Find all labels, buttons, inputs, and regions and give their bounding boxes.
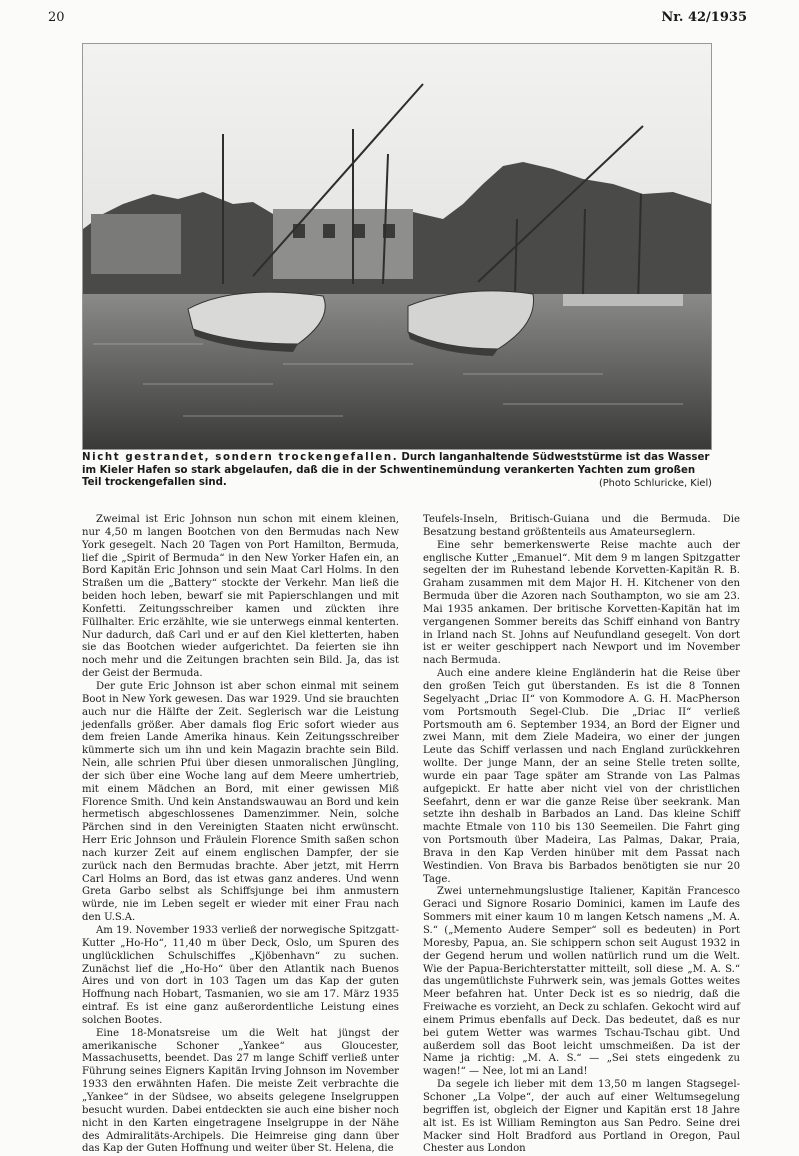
paragraph: Teufels-Inseln, Britisch-Guiana und die Bermuda. Die Besatzung bestand größtenteils aus Amateurseglern.	[423, 514, 740, 538]
paragraph: Am 19. November 1933 verließ der norwegische Spitzgatt-Kutter „Ho-Ho“, 11,40 m über Deck, Oslo, um Spuren des unglücklichen Schulschiffes „Kjöbenhavn“ zu suchen. Zunächst lief die „Ho-Ho“ über den Atlantik nach Buenos Aires und von dort in 103 Tagen um das Kap der guten Hoffnung nach Hobart, Tasmanien, wo sie am 17. März 1935 eintraf. Es ist eine ganz außerordentliche Leistung eines solchen Bootes.	[82, 925, 399, 1026]
paragraph: Der gute Eric Johnson ist aber schon einmal mit seinem Boot in New York gewesen. Das war 1929. Und sie brauchten auch nur die Hälfte der Zeit. Seglerisch war die Leistung jedenfalls größer. Aber damals flog Eric sofort wieder aus dem freien Lande Amerika hinaus. Kein Zeitungsschreiber kümmerte sich um ihn und kein Magazin brachte sein Bild. Nein, alle schrien Pfui über diesen unmoralischen Jüngling, der sich über eine Woche lang auf dem Meere umhertrieb, mit einem Mädchen an Bord, mit einer gewissen Miß Florence Smith. Und kein Anstandswauwau an Bord und kein hermetisch abgeschlossenes Damenzimmer. Nein, solche Pärchen sind in den Vereinigten Staaten nicht erwünscht. Herr Eric Johnson und Fräulein Florence Smith saßen schon nach kurzer Zeit auf einem englischen Dampfer, der sie zurück nach den Bermudas brachte. Aber jetzt, mit Herrn Carl Holms an Bord, das ist etwas ganz anderes. Und wenn Greta Garbo selbst als Schiffsjunge bei ihm anmustern würde, nie im Leben segelt er wieder mit einer Frau nach den U.S.A.	[82, 680, 399, 924]
paragraph: Eine sehr bemerkenswerte Reise machte auch der englische Kutter „Emanuel“. Mit dem 9 m langen Spitzgatter segelten der im Ruhestand lebende Korvetten-Kapitän R. B. Graham zusammen mit dem Major H. H. Kitchener von den Bermuda über die Azoren nach Southampton, wo sie am 23. Mai 1935 ankamen. Der britische Korvetten-Kapitän hat im vergangenen Sommer bereits das Schiff einhand von Bantry in Irland nach St. Johns auf Neufundland gesegelt. Von dort ist er weiter geschippert nach Newport und im November nach Bermuda.	[423, 539, 740, 667]
paragraph: Auch eine andere kleine Engländerin hat die Reise über den großen Teich gut überstanden. Es ist die 8 Tonnen Segelyacht „Driac II“ von Kommodore A. G. H. MacPherson vom Portsmouth Segel-Club. Die „Driac II“ verließ Portsmouth am 6. September 1934, an Bord der Eigner und zwei Mann, mit dem Ziele Madeira, wo einer der jungen Leute das Schiff verlassen und nach England zurückkehren wollte. Der junge Mann, der an seine Stelle treten sollte, wurde ein paar Tage später am Strande von Las Palmas aufgepickt. Er hatte aber nicht viel von der christlichen Seefahrt, denn er war die ganze Reise über seekrank. Man setzte ihn deshalb in Barbados an Land. Das kleine Schiff machte Etmale von 110 bis 130 Seemeilen. Die Fahrt ging von Portsmouth über Madeira, Las Palmas, Dakar, Praia, Brava in den Kap Verden hinüber mit dem Passat nach Westindien. Von Brava bis Barbados benötigten sie nur 20 Tage.	[423, 668, 740, 885]
paragraph: Eine 18-Monatsreise um die Welt hat jüngst der amerikanische Schoner „Yankee“ aus Gloucester, Massachusetts, beendet. Das 27 m lange Schiff verließ unter Führung seines Eigners Kapitän Irving Johnson im November 1933 den erwähnten Hafen. Die meiste Zeit verbrachte die „Yankee“ in der Südsee, wo abseits gelegene Inselgruppen besucht wurden. Dabei entdeckten sie auch eine bisher noch nicht in den Karten eingetragene Inselgruppe in der Nähe des Admiralitäts-Archipels. Die Heimreise ging dann über das Kap der Guten Hoffnung und weiter über St. Helena, die	[82, 1027, 399, 1155]
photo-credit: (Photo Schluricke, Kiel)	[598, 477, 712, 489]
photo-caption	[82, 452, 712, 490]
article-column-right	[423, 514, 740, 1156]
article-column-left	[82, 514, 399, 1156]
paragraph: Da segele ich lieber mit dem 13,50 m langen Stagsegel-Schoner „La Volpe“, der auch auf einer Weltumsegelung begriffen ist, obgleich der Eigner und Kapitän erst 18 Jahre alt ist. Es ist William Remington aus San Pedro. Seine drei Macker sind Holt Bradford aus Portland in Oregon, Paul Chester aus London	[423, 1079, 740, 1155]
paragraph: Zwei unternehmungslustige Italiener, Kapitän Francesco Geraci und Signore Rosario Dominici, kamen im Laufe des Sommers mit einer kaum 10 m langen Ketsch namens „M. A. S.“ („Memento Audere Semper“ soll es bedeuten) in Port Moresby, Papua, an. Sie schippern schon seit August 1932 in der Gegend herum und wollen natürlich rund um die Welt. Wie der Papua-Berichterstatter mitteilt, soll diese „M. A. S.“ das ungemütlichste Fuhrwerk sein, was jemals Gottes weites Meer befahren hat. Unter Deck ist es so niedrig, daß die Freiwache es vorzieht, an Deck zu schlafen. Gekocht wird auf einem Primus ebenfalls auf Deck. Das bedeutet, daß es nur bei gutem Wetter was warmes Tschau-Tschau gibt. Und außerdem soll das Boot leicht umschmeißen. Da ist der Name ja richtig: „M. A. S.“ — „Sei stets eingedenk zu wagen!“ — Nee, lot mi an Land!	[423, 886, 740, 1078]
photo-illustration	[83, 44, 711, 449]
page-number: 20	[48, 10, 65, 25]
caption-text: Durch langanhaltende Südweststürme ist das Wasser im Kieler Hafen so stark abgelaufen, daß die in der Schwentinemündung verankerten Yachten zum großen Teil trockengefallen sind.	[82, 452, 710, 488]
caption-lead: Nicht gestrandet, sondern trockengefallen.	[82, 452, 399, 463]
paragraph: Zweimal ist Eric Johnson nun schon mit einem kleinen, nur 4,50 m langen Bootchen von den Bermudas nach New York gesegelt. Nach 20 Tagen von Port Hamilton, Bermuda, lief die „Spirit of Bermuda“ in den New Yorker Hafen ein, an Bord Kapitän Eric Johnson und sein Maat Carl Holms. In den Straßen um die „Battery“ stockte der Verkehr. Man ließ die beiden hoch leben, bewarf sie mit Papierschlangen und mit Konfetti. Zeitungsschreiber kamen und zückten ihre Füllhalter. Eric erzählte, wie sie unterwegs einmal kenterten. Nur dadurch, daß Carl und er auf den Kiel kletterten, haben sie das Bootchen wieder aufgerichtet. Da feierten sie ihn noch mehr und die Zeitungen brachten sein Bild. Ja, das ist der Geist der Bermuda.	[82, 514, 399, 680]
photo-yachts-aground	[82, 43, 712, 450]
issue-number: Nr. 42/1935	[661, 10, 747, 25]
